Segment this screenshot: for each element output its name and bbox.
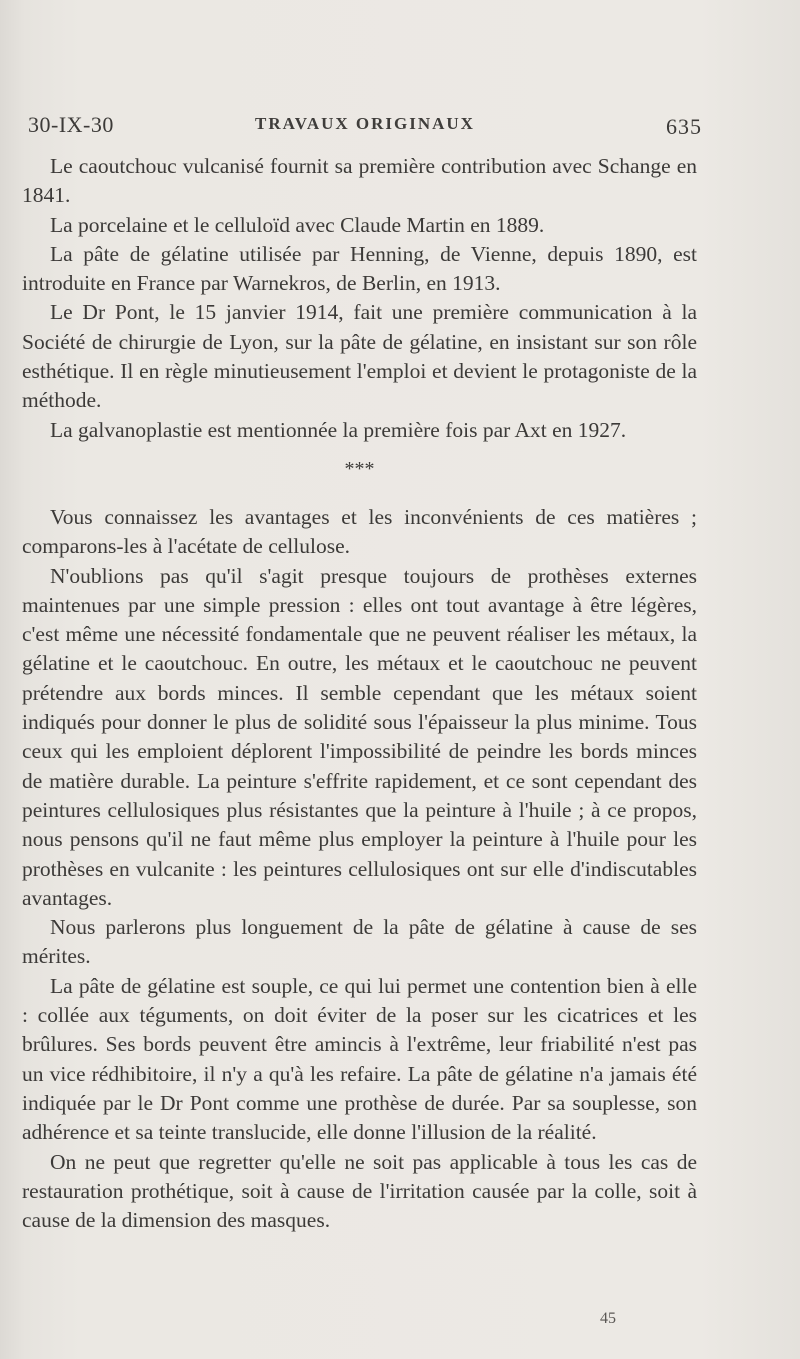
paragraph: On ne peut que regretter qu'elle ne soit pas applicable à tous les cas de restauration prothétique, soit à cause de l'irritation causée par la colle, soit à cause de la dimension des masques. <box>22 1149 697 1233</box>
signature-mark: 45 <box>600 1310 616 1327</box>
paragraph: La pâte de gélatine est souple, ce qui lui permet une contention bien à elle : collée aux téguments, on doit éviter de la poser sur les cicatrices et les brûlures. Ses bords peuvent être amincis à l'extrême, leur friabilité n'est pas un vice rédhibitoire, il n'y a qu'à les refaire. La pâte de gélatine n'a jamais été indiquée par le Dr Pont comme une prothèse de durée. Par sa souplesse, son adhérence et sa teinte translucide, elle donne l'illusion de la réalité. <box>22 973 697 1145</box>
header-title: TRAVAUX ORIGINAUX <box>255 114 475 133</box>
paragraph: Le caoutchouc vulcanisé fournit sa première contribution avec Schange en 1841. <box>22 154 697 208</box>
paragraph: Nous parlerons plus longuement de la pâte de gélatine à cause de ses mérites. <box>22 915 697 969</box>
header-date: 30-IX-30 <box>28 112 114 137</box>
section-separator <box>22 445 697 503</box>
paragraph: Le Dr Pont, le 15 janvier 1914, fait une première communication à la Société de chirurgie de Lyon, sur la pâte de gélatine, en insistant sur son rôle esthétique. Il en règle minutieusement l'emploi et devient le protagoniste de la méthode. <box>22 300 697 413</box>
running-header <box>28 112 702 142</box>
paragraph: Vous connaissez les avantages et les inconvénients de ces matières ; comparons-les à l'acétate de cellulose. <box>22 504 697 559</box>
asterism: *** <box>344 457 375 480</box>
paragraph: La porcelaine et le celluloïd avec Claude Martin en 1889. <box>50 212 545 237</box>
paragraph: N'oublions pas qu'il s'agit presque toujours de prothèses externes maintenues par une simple pression : elles ont tout avantage à être légères, c'est même une nécessité fondamentale que ne peuvent réaliser les métaux, la gélatine et le caoutchouc. En outre, les métaux et le caoutchouc ne peuvent prétendre aux bords minces. Il semble cependant que les métaux soient indiqués pour donner le plus de solidité sous l'épaisseur la plus minime. Tous ceux qui les emploient déplorent l'impossibilité de peindre les bords minces de matière durable. La peinture s'effrite rapidement, et ce sont cependant des peintures cellulosiques plus résistantes que la peinture à l'huile ; à ce propos, nous pensons qu'il ne faut même plus employer la peinture à l'huile pour les prothèses en vulcanite : les peintures cellulosiques ont sur elle d'indiscutables avantages. <box>22 563 697 910</box>
paragraph: La galvanoplastie est mentionnée la première fois par Axt en 1927. <box>50 417 627 442</box>
page-number: 635 <box>666 114 702 139</box>
body-text <box>22 152 697 1235</box>
paragraph: La pâte de gélatine utilisée par Henning, de Vienne, depuis 1890, est introduite en France par Warnekros, de Berlin, en 1913. <box>22 241 697 296</box>
